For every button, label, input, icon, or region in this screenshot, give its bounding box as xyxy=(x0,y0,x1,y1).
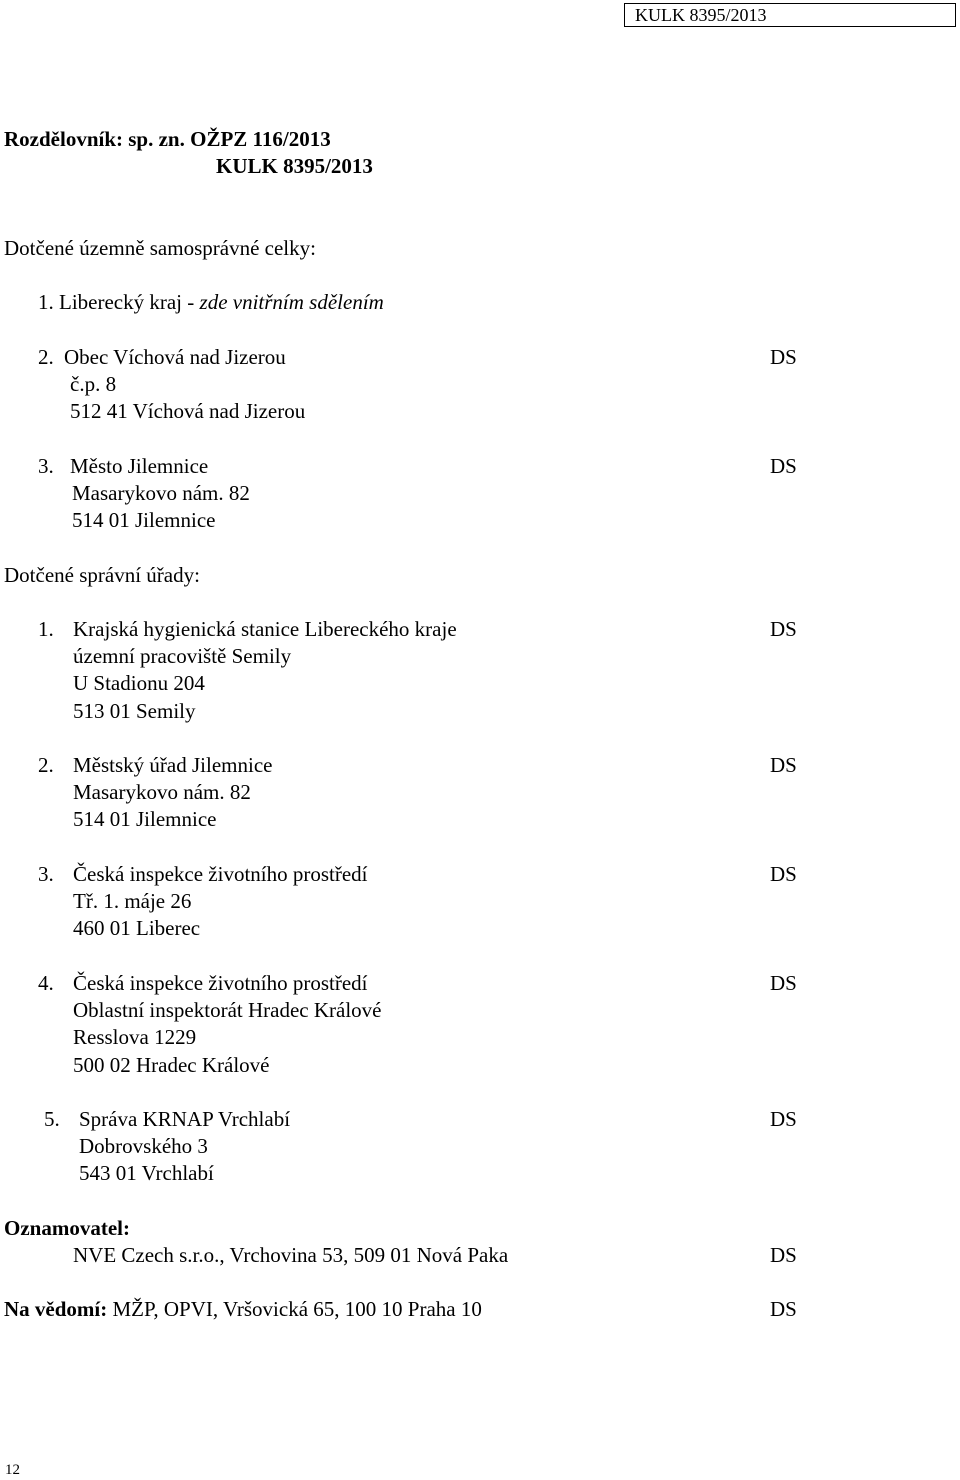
address-line: č.p. 8 xyxy=(70,372,117,396)
item-name: Obec Víchová nad Jizerou xyxy=(64,345,286,369)
document-reference-box: KULK 8395/2013 xyxy=(624,3,956,27)
item-name: Liberecký kraj - xyxy=(59,290,200,314)
item-number: 3. xyxy=(38,862,54,886)
item-name: Město Jilemnice xyxy=(70,454,209,478)
item-number: 2. xyxy=(38,345,54,369)
address-line: územní pracoviště Semily xyxy=(73,644,292,668)
item-note: zde vnitřním sdělením xyxy=(199,290,384,314)
notifier-value: NVE Czech s.r.o., Vrchovina 53, 509 01 Nová Paka xyxy=(73,1243,509,1267)
delivery-method: DS xyxy=(770,454,797,478)
distribution-list-title: Rozdělovník: sp. zn. OŽPZ 116/2013 xyxy=(4,127,331,151)
address-line: 514 01 Jilemnice xyxy=(73,807,217,831)
page-number: 12 xyxy=(5,1462,20,1478)
address-line: Masarykovo nám. 82 xyxy=(73,780,251,804)
item-number: 1. xyxy=(38,617,54,641)
address-line: Dobrovského 3 xyxy=(79,1134,208,1158)
address-line: 514 01 Jilemnice xyxy=(72,508,216,532)
delivery-method: DS xyxy=(770,1243,797,1267)
address-line: Oblastní inspektorát Hradec Králové xyxy=(73,998,382,1022)
for-information-label: Na vědomí: xyxy=(4,1297,108,1321)
item-name: Městský úřad Jilemnice xyxy=(73,753,273,777)
notifier-label: Oznamovatel: xyxy=(4,1216,130,1240)
address-line: 513 01 Semily xyxy=(73,699,196,723)
item-name: Správa KRNAP Vrchlabí xyxy=(79,1107,291,1131)
item-number: 2. xyxy=(38,753,54,777)
address-line: Resslova 1229 xyxy=(73,1025,197,1049)
delivery-method: DS xyxy=(770,971,797,995)
item-number: 5. xyxy=(44,1107,60,1131)
item-number: 3. xyxy=(38,454,54,478)
address-line: 543 01 Vrchlabí xyxy=(79,1161,214,1185)
distribution-list-ref: KULK 8395/2013 xyxy=(216,154,373,178)
delivery-method: DS xyxy=(770,345,797,369)
address-line: U Stadionu 204 xyxy=(73,671,205,695)
section-heading-authorities: Dotčené správní úřady: xyxy=(4,563,200,587)
section-heading-usc: Dotčené územně samosprávné celky: xyxy=(4,236,316,260)
list-item xyxy=(38,289,384,315)
address-line: Masarykovo nám. 82 xyxy=(72,481,250,505)
item-name: Česká inspekce životního prostředí xyxy=(73,971,368,995)
for-information-value: MŽP, OPVI, Vršovická 65, 100 10 Praha 10 xyxy=(107,1297,482,1321)
delivery-method: DS xyxy=(770,1107,797,1131)
item-number: 4. xyxy=(38,971,54,995)
delivery-method: DS xyxy=(770,753,797,777)
address-line: 500 02 Hradec Králové xyxy=(73,1053,270,1077)
address-line: Tř. 1. máje 26 xyxy=(73,889,192,913)
address-line: 512 41 Víchová nad Jizerou xyxy=(70,399,306,423)
item-name: Krajská hygienická stanice Libereckého kraje xyxy=(73,617,457,641)
item-number: 1. xyxy=(38,290,54,314)
delivery-method: DS xyxy=(770,862,797,886)
delivery-method: DS xyxy=(770,1297,797,1321)
address-line: 460 01 Liberec xyxy=(73,916,201,940)
for-information-line xyxy=(4,1296,482,1322)
delivery-method: DS xyxy=(770,617,797,641)
item-name: Česká inspekce životního prostředí xyxy=(73,862,368,886)
